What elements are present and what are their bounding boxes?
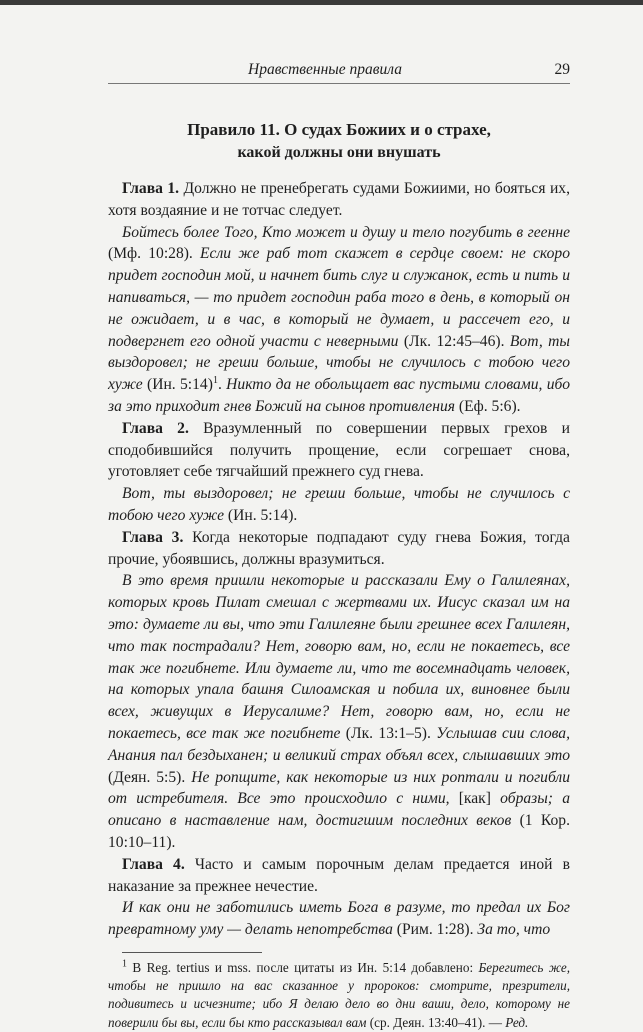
text-run: Вразумленный по совершении первых грехов и сподобившийся получить прощение, если согрешает снова, уготовляет себе тягчайший прежнего суд гнева. [108,419,570,481]
text-run: . [217,376,227,394]
text-run: Берегитесь же, чтобы не пришло на вас сказанное у пророков: смотрите, презрители, подивитесь и исчезните; ибо Я делаю дело во дни ваши, дело, которому не поверили бы вы, если бы кто рассказывал вам [108,959,571,1030]
text-run: Если же раб тот скажет в сердце своем: не скоро придет господин мой, и начнет бить слуг и служанок, есть и пить и напиваться, — то придет господин раба того в день, в который он не ожидает, и в час, в который не думает, и рассечет его, и подвергнет его одной участи с неверными [108,245,570,350]
paragraph [108,418,570,483]
text-run: (Лк. 12:45–46). [398,332,510,350]
text-run: Вот, ты выздоровел; не греши больше, чтобы не случилось с тобою чего хуже [108,485,570,524]
chapter-label: Глава 1. [122,180,180,197]
header-rule [108,83,570,84]
text-run: (Еф. 5:6). [455,397,521,415]
text-run: образы; а описано в наставление нам, достигшим последних веков [108,790,570,830]
paragraph [108,178,570,222]
paragraph [108,483,570,527]
text-run: (Ин. 5:14). [224,506,298,524]
footnote-marker: 1 [212,374,218,386]
rule-title-line-2: какой должны они внушать [237,144,441,161]
text-run: Услышав сии слова, Анания пал бездыханен; и великий страх объял всех, слышавших это [108,724,570,764]
top-edge [0,0,643,5]
text-run: (Деян. 5:5). [108,768,192,786]
chapter-label: Глава 4. [122,855,185,873]
text-run: (Мф. 10:28). [108,245,200,263]
paragraph [108,222,570,418]
paragraph [108,897,570,941]
text-run: Бойтесь более Того, Кто может и душу и тело погубить в геенне [122,223,570,241]
footnote [108,959,570,1032]
text-run: Не ропщите, как некоторые из них роптали и погибли от истребителя. Все это происходило с ними, [108,768,571,808]
page-number: 29 [554,61,570,78]
text-run: (Ин. 5:14) [142,376,213,394]
chapter-label: Глава 3. [122,528,184,546]
footnote-marker: 1 [122,958,127,970]
text-run: Вот, ты выздоровел; не греши больше, чтобы не случилось с тобою чего хуже [108,332,570,394]
text-run: И как они не заботились иметь Бога в разуме, то предал их Бог превратному уму — делать непотребства [108,899,570,939]
running-head: Нравственные правила [248,61,402,78]
text-run: (ср. Деян. 13:40–41). — [366,1014,506,1030]
text-run: [как] [458,790,491,808]
text-run: (Лк. 13:1–5). [340,724,437,742]
page-body [108,118,570,1032]
text-run: (1 Кор. 10:10–11). [108,812,571,851]
text-run: Должно не пренебрегать судами Божиими, но бояться их, хотя воздаяние и не тотчас следует. [108,180,570,219]
page-header [108,60,570,82]
text-run: Часто и самым порочным делам предается иной в наказание за прежнее нечестие. [108,855,570,895]
text-run: (Рим. 1:28). [392,921,478,939]
paragraph [108,854,570,898]
paragraph [108,570,570,853]
footnote-rule [122,952,262,953]
text-run: В Reg. tertius и mss. после цитаты из Ин. 5:14 добавлено: [127,959,479,975]
chapter-label: Глава 2. [122,419,189,437]
text-run: Никто да не обольщает вас пустыми словами, ибо за это приходит гнев Божий на сынов противления [108,376,570,415]
rule-title-line-1: Правило 11. О судах Божиих и о страхе, [187,120,491,139]
rule-title [108,118,570,164]
text-run: В это время пришли некоторые и рассказали Ему о Галилеянах, которых кровь Пилат смешал с жертвами их. Иисус сказал им на это: думаете ли вы, что эти Галилеяне были грешнее всех Галилеян, что так пострадали? Нет, говорю вам, но, если не покаетесь, все так же погибнете. Или думаете ли, что те восемнадцать человек, на которых упала башня Силоамская и побила их, виновнее были всех, живущих в Иерусалиме? Нет, говорю вам, но, если не покаетесь, все так же погибнете [108,572,570,742]
text-run: За то, что [477,921,551,939]
text-run: Ред. [505,1014,529,1030]
text-run: Когда некоторые подпадают суду гнева Божия, тогда прочие, убоявшись, должны вразумиться. [108,528,570,568]
paragraph [108,527,570,571]
